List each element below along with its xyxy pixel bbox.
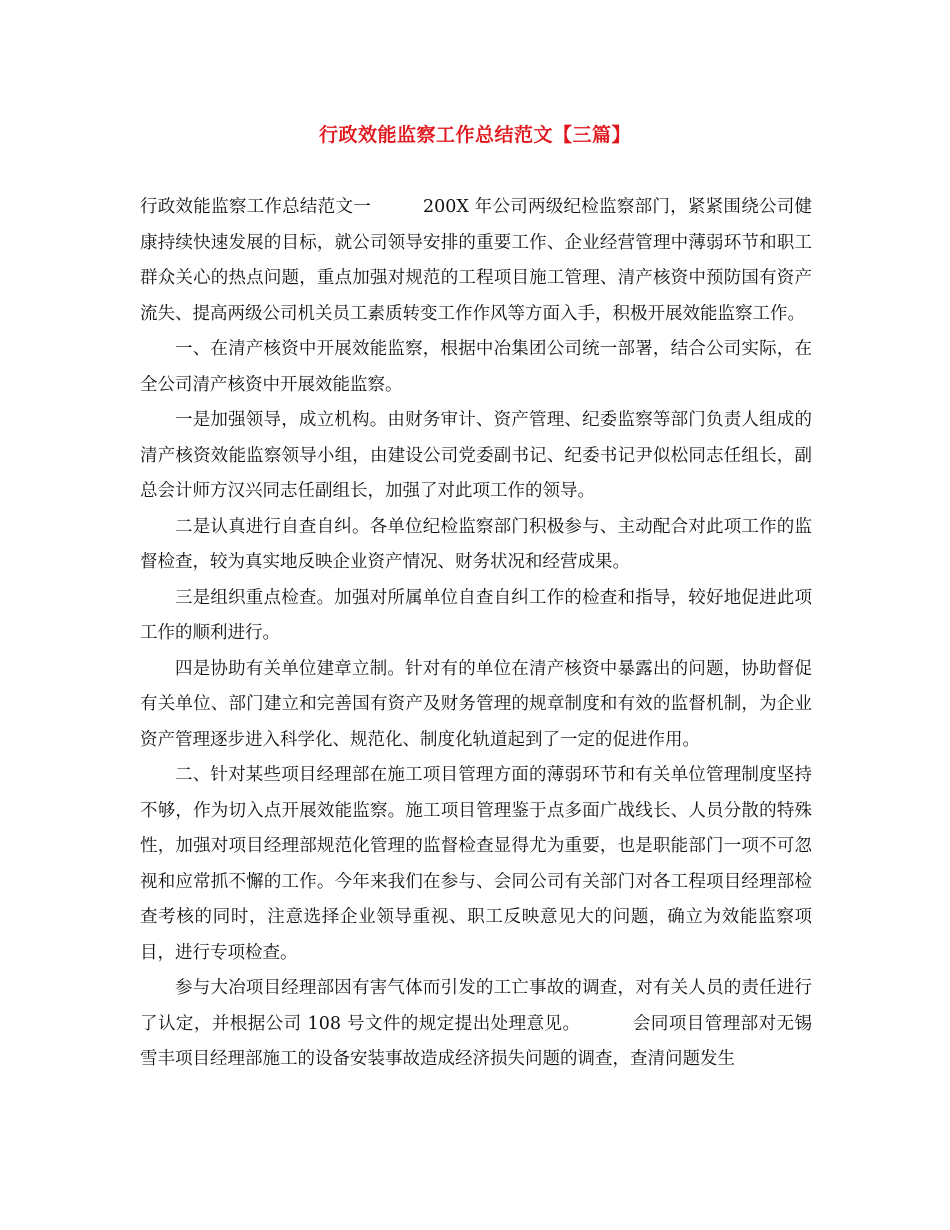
paragraph-7-part-2: 会同项目管理部对无锡雪丰项目经理部施工的设备安装事故造成经济损失问题的调查，查清问题发生	[140, 1013, 813, 1069]
paragraph-7	[140, 971, 812, 1078]
paragraph-7-part-1: 参与大冶项目经理部因有害气体而引发的工亡事故的调查，对有关人员的责任进行了认定，并根据公司 108 号文件的规定提出处理意见。	[140, 978, 812, 1034]
intro-lead: 行政效能监察工作总结范文一	[140, 197, 371, 217]
paragraph-4: 三是组织重点检查。加强对所属单位自查自纠工作的检查和指导，较好地促进此项工作的顺利进行。	[140, 587, 812, 643]
paragraph-2: 一是加强领导，成立机构。由财务审计、资产管理、纪委监察等部门负责人组成的清产核资效能监察领导小组，由建设公司党委副书记、纪委书记尹似松同志任组长，副总会计师方汉兴同志任副组长，加强了对此项工作的领导。	[140, 410, 812, 501]
document-title: 行政效能监察工作总结范文【三篇】	[318, 124, 631, 146]
intro-body: 200X 年公司两级纪检监察部门，紧紧围绕公司健康持续快速发展的目标，就公司领导安排的重要工作、企业经营管理中薄弱环节和职工群众关心的热点问题，重点加强对规范的工程项目施工管理、清产核资中预防国有资产流失、提高两级公司机关员工素质转变工作作风等方面入手，积极开展效能监察工作。	[140, 197, 812, 324]
intro-paragraph	[140, 190, 812, 332]
paragraph-3: 二是认真进行自查自纠。各单位纪检监察部门积极参与、主动配合对此项工作的监督检查，较为真实地反映企业资产情况、财务状况和经营成果。	[140, 516, 812, 572]
paragraph-1: 一、在清产核资中开展效能监察，根据中冶集团公司统一部署，结合公司实际，在全公司清产核资中开展效能监察。	[140, 339, 812, 395]
paragraph-5: 四是协助有关单位建章立制。针对有的单位在清产核资中暴露出的问题，协助督促有关单位、部门建立和完善国有资产及财务管理的规章制度和有效的监督机制，为企业资产管理逐步进入科学化、规范化、制度化轨道起到了一定的促进作用。	[140, 658, 812, 750]
document-body	[140, 190, 812, 1078]
paragraph-6: 二、针对某些项目经理部在施工项目管理方面的薄弱环节和有关单位管理制度坚持不够，作为切入点开展效能监察。施工项目管理鉴于点多面广战线长、人员分散的特殊性，加强对项目经理部规范化管理的监督检查显得尤为重要，也是职能部门一项不可忽视和应常抓不懈的工作。今年来我们在参与、会同公司有关部门对各工程项目经理部检查考核的同时，注意选择企业领导重视、职工反映意见大的问题，确立为效能监察项目，进行专项检查。	[140, 765, 812, 963]
